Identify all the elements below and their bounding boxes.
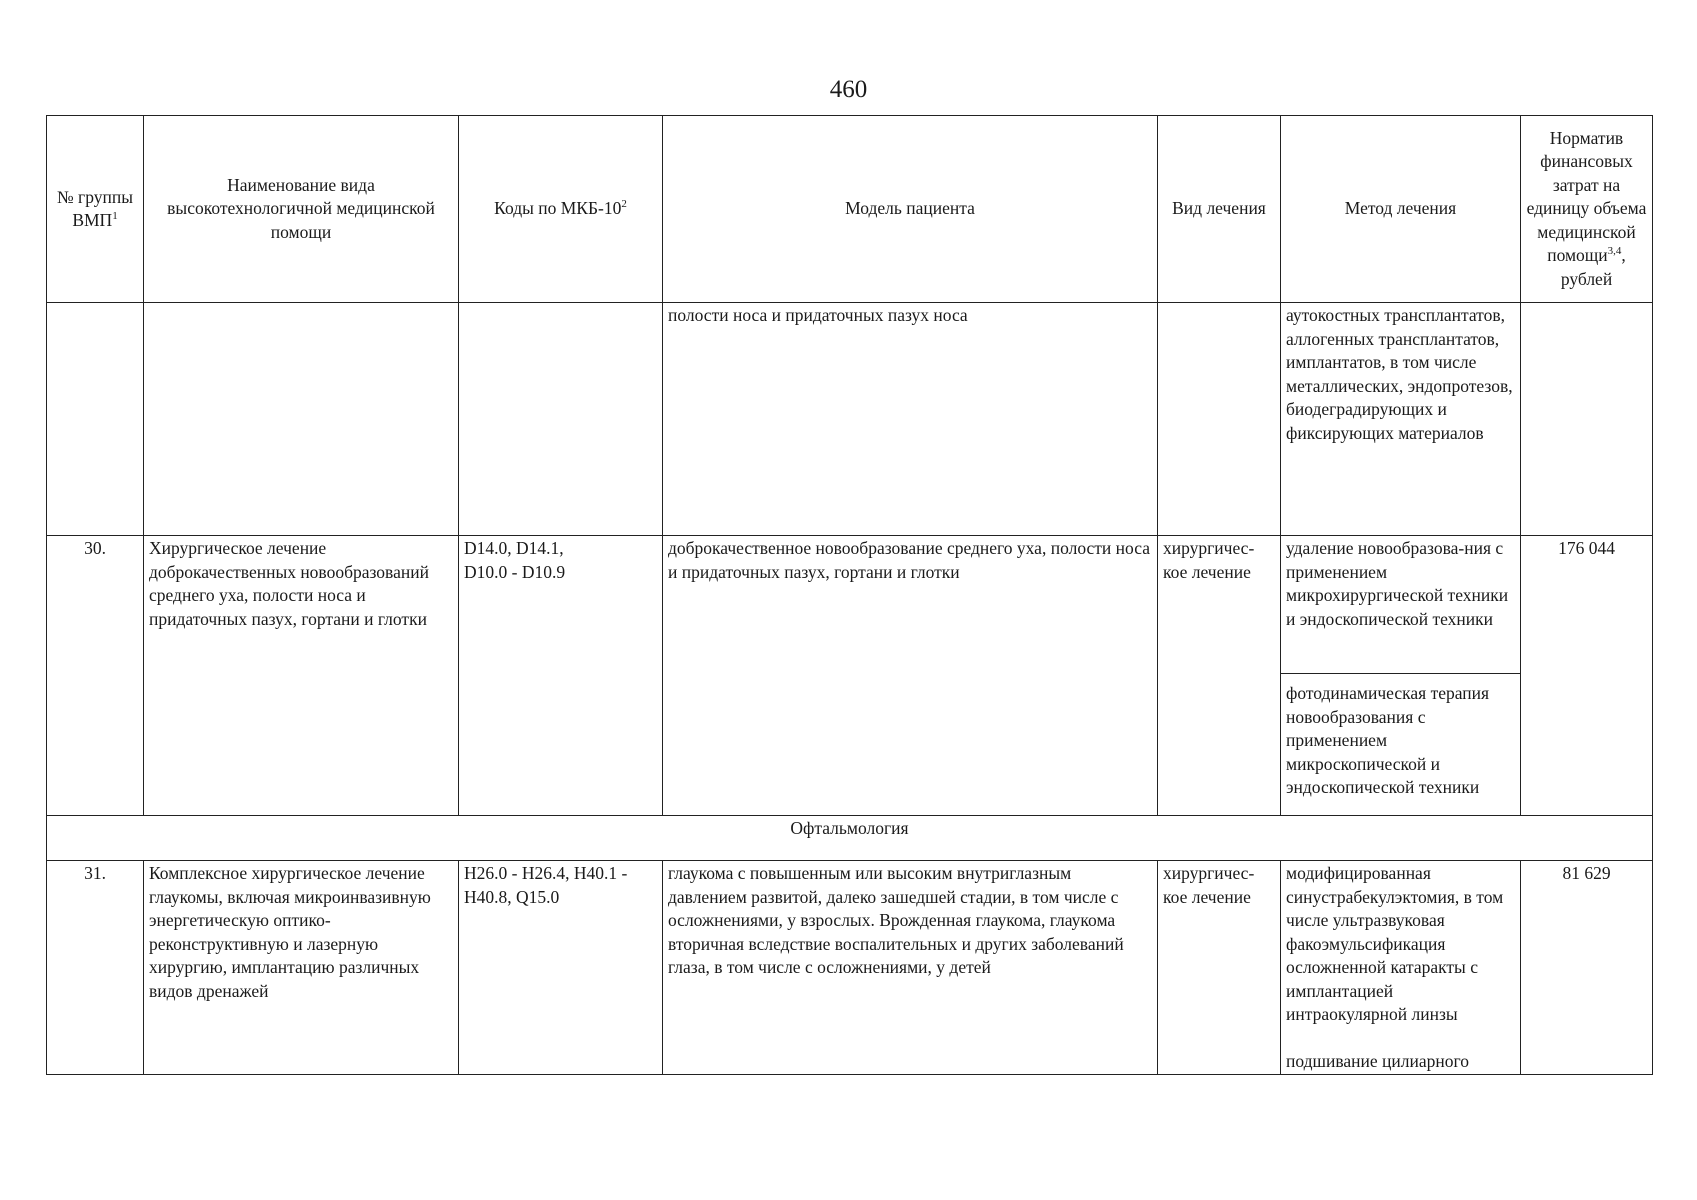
cell-codes <box>459 536 663 816</box>
section-title: Офтальмология <box>47 816 1653 861</box>
header-model: Модель пациента <box>663 116 1158 303</box>
cell-treatment: хирургичес-кое лечение <box>1158 536 1281 816</box>
cell-name: Хирургическое лечение доброкачественных новообразований среднего уха, полости носа и придаточных пазух, гортани и глотки <box>144 536 459 816</box>
method-item: фотодинамическая терапия новообразования с применением микроскопической и эндоскопической техники <box>1281 673 1520 801</box>
table-row-30 <box>47 536 1653 816</box>
codes-line: D14.0, D14.1, <box>464 538 564 558</box>
cell-model: глаукома с повышенным или высоким внутриглазным давлением развитой, далеко зашедшей стадии, в том числе с осложнениями, у взрослых. Врожденная глаукома, глаукома вторичная вследствие воспалительных и других заболеваний глаза, в том числе с осложнениями, у детей <box>663 861 1158 1075</box>
header-group-no-label: № группы ВМП <box>56 186 133 230</box>
codes-line: D10.0 - D10.9 <box>464 561 566 582</box>
header-method: Метод лечения <box>1281 116 1521 303</box>
cell-group-no: 31. <box>47 861 144 1075</box>
table-row-continued <box>47 303 1653 536</box>
cell-empty <box>459 303 663 536</box>
footnote-2: 2 <box>621 198 627 211</box>
spacer <box>1286 1027 1515 1050</box>
cell-treatment: хирургичес-кое лечение <box>1158 861 1281 1075</box>
codes-line: H40.8, Q15.0 <box>464 886 560 907</box>
header-group-no <box>47 116 144 303</box>
cell-empty <box>1158 303 1281 536</box>
cell-norm: 176 044 <box>1521 536 1653 816</box>
footnote-3-4: 3,4 <box>1607 245 1622 258</box>
page-number: 460 <box>829 76 868 103</box>
cell-method <box>1281 861 1521 1075</box>
method-item: удаление новообразова-ния с применением микрохирургической техники и эндоскопической техники <box>1286 538 1509 629</box>
cell-codes <box>459 861 663 1075</box>
header-norm-label: Норматив финансовых затрат на единицу объема медицинской помощи <box>1526 127 1647 266</box>
header-icd <box>459 116 663 303</box>
header-row <box>47 116 1653 303</box>
cell-model: полости носа и придаточных пазух носа <box>663 303 1158 536</box>
cell-name: Комплексное хирургическое лечение глаукомы, включая микроинвазивную энергетическую оптико-реконструктивную и лазерную хирургию, имплантацию различных видов дренажей <box>144 861 459 1075</box>
vmp-table <box>46 115 1653 1075</box>
cell-method: аутокостных трансплантатов, аллогенных трансплантатов, имплантатов, в том числе металлических, эндопротезов, биодеградирующих и фиксирующих материалов <box>1281 303 1521 536</box>
cell-empty <box>47 303 144 536</box>
cell-method <box>1281 536 1521 816</box>
section-row <box>47 816 1653 861</box>
cell-empty <box>144 303 459 536</box>
table-row-31 <box>47 861 1653 1075</box>
header-treatment-type: Вид лечения <box>1158 116 1281 303</box>
header-norm-tail: , рублей <box>1560 245 1626 289</box>
codes-line: H26.0 - H26.4, H40.1 - <box>464 863 628 883</box>
footnote-1: 1 <box>112 210 118 223</box>
cell-empty <box>1521 303 1653 536</box>
method-item: модифицированная синустрабекулэктомия, в том числе ультразвуковая факоэмульсификация осложненной катаракты с имплантацией интраокулярной линзы <box>1286 863 1504 1024</box>
cell-norm: 81 629 <box>1521 861 1653 1075</box>
header-icd-label: Коды по МКБ-10 <box>494 198 622 219</box>
method-item: подшивание цилиарного <box>1286 1050 1469 1071</box>
cell-model: доброкачественное новообразование среднего уха, полости носа и придаточных пазух, гортани и глотки <box>663 536 1158 816</box>
header-name: Наименование вида высокотехнологичной медицинской помощи <box>144 116 459 303</box>
header-norm <box>1521 116 1653 303</box>
cell-group-no: 30. <box>47 536 144 816</box>
